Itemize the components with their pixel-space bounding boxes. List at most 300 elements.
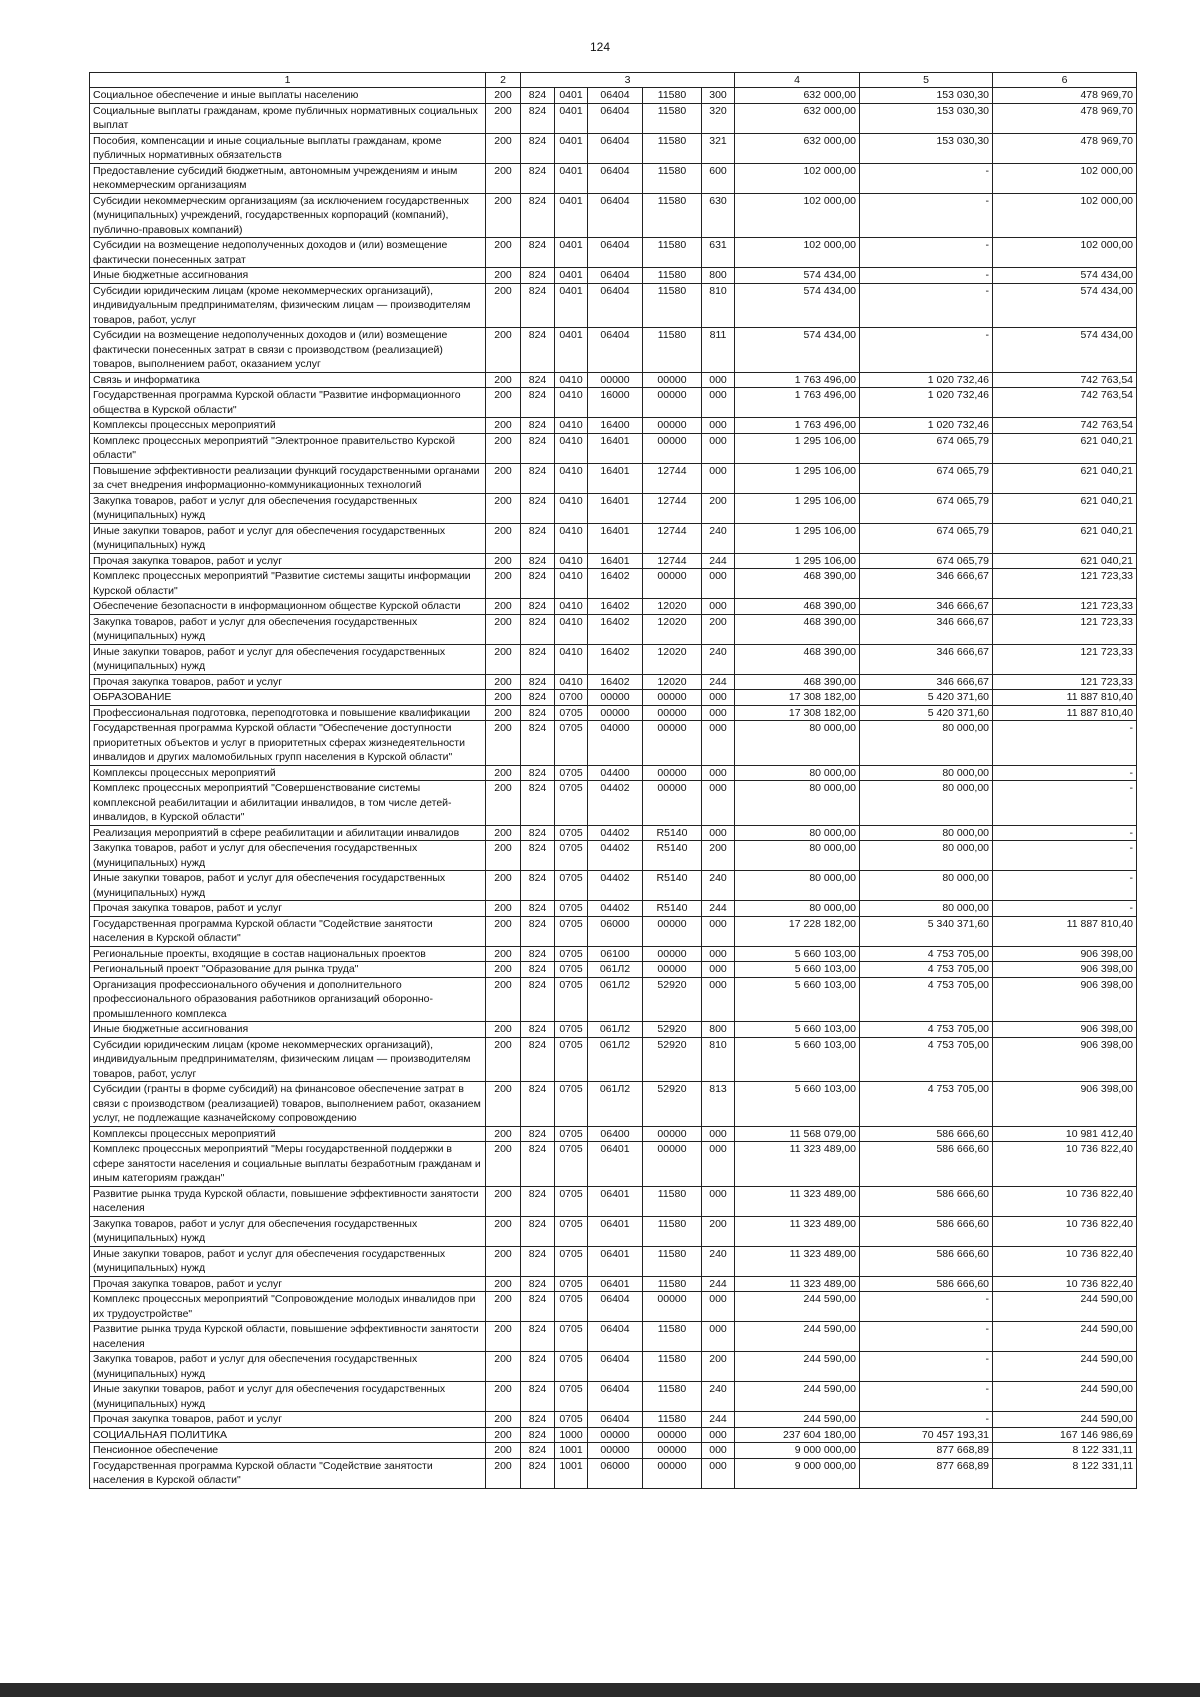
row-code-ministry: 824 <box>521 238 555 268</box>
row-code-program: 06404 <box>588 283 643 328</box>
row-code-ministry: 824 <box>521 163 555 193</box>
row-name: Прочая закупка товаров, работ и услуг <box>90 553 486 569</box>
row-code-expense-type: 244 <box>702 901 735 917</box>
row-code-admin: 200 <box>486 103 521 133</box>
row-value-remaining: 167 146 986,69 <box>993 1427 1137 1443</box>
row-code-admin: 200 <box>486 644 521 674</box>
row-code-ministry: 824 <box>521 977 555 1022</box>
row-code-section: 0705 <box>555 946 588 962</box>
row-code-program: 06404 <box>588 268 643 284</box>
row-value-executed: - <box>860 238 993 268</box>
row-code-admin: 200 <box>486 1022 521 1038</box>
table-row <box>90 328 1137 373</box>
row-value-executed: - <box>860 193 993 238</box>
row-code-section: 0705 <box>555 1382 588 1412</box>
row-code-section: 0410 <box>555 674 588 690</box>
row-value-executed: 4 753 705,00 <box>860 1022 993 1038</box>
row-name: Иные бюджетные ассигнования <box>90 268 486 284</box>
row-value-executed: 674 065,79 <box>860 463 993 493</box>
row-code-section: 0410 <box>555 372 588 388</box>
row-code-admin: 200 <box>486 1126 521 1142</box>
row-value-total: 80 000,00 <box>735 871 860 901</box>
row-code-section: 0705 <box>555 1186 588 1216</box>
table-row <box>90 674 1137 690</box>
row-code-direction: 11580 <box>643 103 702 133</box>
table-row <box>90 193 1137 238</box>
row-code-program: 06400 <box>588 1126 643 1142</box>
table-row <box>90 1382 1137 1412</box>
row-code-program: 06404 <box>588 103 643 133</box>
row-code-admin: 200 <box>486 690 521 706</box>
row-name: Комплекс процессных мероприятий "Электронное правительство Курской области" <box>90 433 486 463</box>
row-code-direction: 00000 <box>643 1427 702 1443</box>
row-code-expense-type: 000 <box>702 463 735 493</box>
row-code-ministry: 824 <box>521 1246 555 1276</box>
row-code-direction: R5140 <box>643 871 702 901</box>
row-code-ministry: 824 <box>521 88 555 104</box>
row-code-admin: 200 <box>486 1412 521 1428</box>
row-code-admin: 200 <box>486 825 521 841</box>
row-code-expense-type: 000 <box>702 1443 735 1459</box>
table-row <box>90 283 1137 328</box>
row-code-expense-type: 000 <box>702 1458 735 1488</box>
table-row <box>90 163 1137 193</box>
row-name: Региональные проекты, входящие в состав национальных проектов <box>90 946 486 962</box>
row-code-direction: 52920 <box>643 1022 702 1038</box>
row-name: Закупка товаров, работ и услуг для обеспечения государственных (муниципальных) нужд <box>90 841 486 871</box>
row-code-ministry: 824 <box>521 1037 555 1082</box>
row-value-total: 5 660 103,00 <box>735 1022 860 1038</box>
row-value-remaining: 8 122 331,11 <box>993 1443 1137 1459</box>
row-code-admin: 200 <box>486 1352 521 1382</box>
row-code-program: 16402 <box>588 569 643 599</box>
row-code-admin: 200 <box>486 372 521 388</box>
table-header <box>90 73 1137 88</box>
row-code-direction: 11580 <box>643 328 702 373</box>
table-row <box>90 388 1137 418</box>
row-code-section: 0410 <box>555 523 588 553</box>
table-row <box>90 1246 1137 1276</box>
row-code-section: 0705 <box>555 916 588 946</box>
row-value-executed: 70 457 193,31 <box>860 1427 993 1443</box>
row-value-executed: 877 668,89 <box>860 1443 993 1459</box>
row-code-admin: 200 <box>486 1427 521 1443</box>
row-code-section: 0410 <box>555 388 588 418</box>
row-code-ministry: 824 <box>521 1216 555 1246</box>
row-code-program: 00000 <box>588 690 643 706</box>
row-code-ministry: 824 <box>521 433 555 463</box>
row-code-section: 0410 <box>555 418 588 434</box>
row-value-executed: - <box>860 1352 993 1382</box>
row-code-program: 16402 <box>588 599 643 615</box>
row-value-total: 1 295 106,00 <box>735 463 860 493</box>
table-row <box>90 553 1137 569</box>
row-value-executed: 4 753 705,00 <box>860 1037 993 1082</box>
row-code-direction: 52920 <box>643 977 702 1022</box>
row-code-direction: 12744 <box>643 493 702 523</box>
row-code-section: 0705 <box>555 962 588 978</box>
row-name: Развитие рынка труда Курской области, повышение эффективности занятости населения <box>90 1322 486 1352</box>
table-row <box>90 493 1137 523</box>
row-code-program: 16402 <box>588 614 643 644</box>
row-code-direction: 11580 <box>643 1216 702 1246</box>
row-code-section: 0705 <box>555 1292 588 1322</box>
row-code-expense-type: 000 <box>702 721 735 766</box>
row-code-admin: 200 <box>486 1458 521 1488</box>
table-row <box>90 1216 1137 1246</box>
row-code-program: 06401 <box>588 1216 643 1246</box>
row-code-direction: 12020 <box>643 599 702 615</box>
row-value-executed: 586 666,60 <box>860 1186 993 1216</box>
table-body <box>90 88 1137 1489</box>
row-code-direction: 12020 <box>643 644 702 674</box>
row-value-remaining: 102 000,00 <box>993 163 1137 193</box>
table-row <box>90 825 1137 841</box>
row-value-executed: 80 000,00 <box>860 721 993 766</box>
row-code-expense-type: 000 <box>702 1292 735 1322</box>
row-code-section: 0705 <box>555 1276 588 1292</box>
row-code-ministry: 824 <box>521 721 555 766</box>
row-code-section: 0410 <box>555 553 588 569</box>
row-code-expense-type: 244 <box>702 553 735 569</box>
row-code-program: 16400 <box>588 418 643 434</box>
row-value-executed: 586 666,60 <box>860 1126 993 1142</box>
row-code-program: 06404 <box>588 238 643 268</box>
row-code-ministry: 824 <box>521 523 555 553</box>
row-code-program: 06404 <box>588 1382 643 1412</box>
row-code-direction: 11580 <box>643 1352 702 1382</box>
row-code-direction: 12744 <box>643 463 702 493</box>
row-name: Прочая закупка товаров, работ и услуг <box>90 901 486 917</box>
header-col-q5: 5 <box>860 73 993 88</box>
row-value-remaining: 906 398,00 <box>993 1037 1137 1082</box>
row-code-ministry: 824 <box>521 1022 555 1038</box>
table-row <box>90 88 1137 104</box>
row-code-expense-type: 813 <box>702 1082 735 1127</box>
row-code-section: 0401 <box>555 238 588 268</box>
row-value-total: 244 590,00 <box>735 1412 860 1428</box>
row-code-expense-type: 240 <box>702 1382 735 1412</box>
row-value-remaining: 742 763,54 <box>993 418 1137 434</box>
row-name: Иные закупки товаров, работ и услуг для обеспечения государственных (муниципальных) нужд <box>90 644 486 674</box>
table-row <box>90 841 1137 871</box>
row-code-ministry: 824 <box>521 372 555 388</box>
row-code-section: 0705 <box>555 871 588 901</box>
row-name: Иные бюджетные ассигнования <box>90 1022 486 1038</box>
row-value-executed: 4 753 705,00 <box>860 1082 993 1127</box>
header-col-q6: 6 <box>993 73 1137 88</box>
row-code-ministry: 824 <box>521 614 555 644</box>
row-code-admin: 200 <box>486 674 521 690</box>
row-code-admin: 200 <box>486 1382 521 1412</box>
row-name: Прочая закупка товаров, работ и услуг <box>90 674 486 690</box>
row-value-remaining: - <box>993 765 1137 781</box>
row-value-total: 632 000,00 <box>735 103 860 133</box>
row-code-ministry: 824 <box>521 1186 555 1216</box>
row-code-section: 0705 <box>555 1216 588 1246</box>
row-name: Комплекс процессных мероприятий "Меры государственной поддержки в сфере занятости населения и социальные выплаты безработным гражданам и иным категориям граждан" <box>90 1142 486 1187</box>
row-value-remaining: 102 000,00 <box>993 238 1137 268</box>
row-code-admin: 200 <box>486 1082 521 1127</box>
row-value-remaining: 906 398,00 <box>993 962 1137 978</box>
row-code-ministry: 824 <box>521 1352 555 1382</box>
table-row <box>90 1322 1137 1352</box>
row-value-remaining: 121 723,33 <box>993 644 1137 674</box>
row-code-section: 0705 <box>555 1322 588 1352</box>
row-code-expense-type: 000 <box>702 1186 735 1216</box>
row-name: Комплекс процессных мероприятий "Развитие системы защиты информации Курской области" <box>90 569 486 599</box>
row-code-ministry: 824 <box>521 901 555 917</box>
row-code-program: 06404 <box>588 88 643 104</box>
row-name: Связь и информатика <box>90 372 486 388</box>
row-value-total: 244 590,00 <box>735 1352 860 1382</box>
row-code-ministry: 824 <box>521 388 555 418</box>
row-code-direction: 00000 <box>643 1126 702 1142</box>
row-code-expense-type: 244 <box>702 1276 735 1292</box>
row-code-direction: 12020 <box>643 614 702 644</box>
row-code-program: 00000 <box>588 1427 643 1443</box>
row-name: Обеспечение безопасности в информационном обществе Курской области <box>90 599 486 615</box>
row-code-direction: 00000 <box>643 916 702 946</box>
row-code-admin: 200 <box>486 1276 521 1292</box>
row-code-admin: 200 <box>486 493 521 523</box>
row-code-expense-type: 000 <box>702 946 735 962</box>
row-value-total: 11 323 489,00 <box>735 1276 860 1292</box>
row-code-direction: 11580 <box>643 1412 702 1428</box>
row-code-ministry: 824 <box>521 1382 555 1412</box>
row-code-admin: 200 <box>486 721 521 766</box>
row-code-expense-type: 240 <box>702 1246 735 1276</box>
row-value-total: 5 660 103,00 <box>735 977 860 1022</box>
row-code-program: 16402 <box>588 644 643 674</box>
row-code-ministry: 824 <box>521 1292 555 1322</box>
row-value-total: 80 000,00 <box>735 901 860 917</box>
row-value-remaining: 574 434,00 <box>993 328 1137 373</box>
row-code-expense-type: 000 <box>702 599 735 615</box>
row-value-total: 17 308 182,00 <box>735 705 860 721</box>
row-code-direction: R5140 <box>643 825 702 841</box>
row-code-ministry: 824 <box>521 690 555 706</box>
row-code-program: 04402 <box>588 781 643 826</box>
table-row <box>90 644 1137 674</box>
row-value-total: 468 390,00 <box>735 674 860 690</box>
row-code-program: 06401 <box>588 1276 643 1292</box>
row-value-remaining: 10 736 822,40 <box>993 1276 1137 1292</box>
table-row <box>90 977 1137 1022</box>
row-code-admin: 200 <box>486 268 521 284</box>
row-value-total: 574 434,00 <box>735 328 860 373</box>
row-value-executed: 5 420 371,60 <box>860 705 993 721</box>
row-value-executed: - <box>860 1292 993 1322</box>
row-code-ministry: 824 <box>521 463 555 493</box>
table-row <box>90 1186 1137 1216</box>
row-code-program: 06404 <box>588 193 643 238</box>
row-name: Пособия, компенсации и иные социальные выплаты гражданам, кроме публичных нормативных обязательств <box>90 133 486 163</box>
row-code-expense-type: 300 <box>702 88 735 104</box>
row-code-expense-type: 200 <box>702 841 735 871</box>
row-value-total: 102 000,00 <box>735 193 860 238</box>
row-code-expense-type: 800 <box>702 1022 735 1038</box>
row-value-total: 468 390,00 <box>735 599 860 615</box>
row-value-total: 5 660 103,00 <box>735 946 860 962</box>
row-value-remaining: 244 590,00 <box>993 1322 1137 1352</box>
row-value-total: 17 228 182,00 <box>735 916 860 946</box>
row-value-executed: 586 666,60 <box>860 1276 993 1292</box>
row-code-section: 0705 <box>555 901 588 917</box>
row-code-ministry: 824 <box>521 1142 555 1187</box>
row-code-section: 0410 <box>555 599 588 615</box>
row-code-ministry: 824 <box>521 916 555 946</box>
row-value-total: 80 000,00 <box>735 765 860 781</box>
row-value-total: 102 000,00 <box>735 163 860 193</box>
table-row <box>90 463 1137 493</box>
row-code-expense-type: 000 <box>702 1322 735 1352</box>
row-value-total: 244 590,00 <box>735 1382 860 1412</box>
table-row <box>90 433 1137 463</box>
row-code-admin: 200 <box>486 418 521 434</box>
row-value-executed: 153 030,30 <box>860 103 993 133</box>
row-code-section: 0401 <box>555 88 588 104</box>
row-code-program: 04400 <box>588 765 643 781</box>
table-row <box>90 765 1137 781</box>
row-code-ministry: 824 <box>521 1276 555 1292</box>
row-code-program: 16401 <box>588 433 643 463</box>
table-row <box>90 705 1137 721</box>
table-row <box>90 599 1137 615</box>
row-code-section: 0705 <box>555 1142 588 1187</box>
row-value-remaining: 742 763,54 <box>993 388 1137 418</box>
row-code-direction: R5140 <box>643 841 702 871</box>
row-value-executed: - <box>860 1382 993 1412</box>
row-value-executed: 80 000,00 <box>860 871 993 901</box>
row-value-executed: - <box>860 1412 993 1428</box>
row-code-direction: 00000 <box>643 690 702 706</box>
row-name: Субсидии юридическим лицам (кроме некоммерческих организаций), индивидуальным предпринимателям, физическим лицам — производителям товаров, работ, услуг <box>90 1037 486 1082</box>
row-code-expense-type: 000 <box>702 372 735 388</box>
row-code-ministry: 824 <box>521 871 555 901</box>
table-row <box>90 418 1137 434</box>
row-value-remaining: 11 887 810,40 <box>993 690 1137 706</box>
row-code-ministry: 824 <box>521 825 555 841</box>
row-value-executed: 4 753 705,00 <box>860 977 993 1022</box>
row-code-direction: 11580 <box>643 1186 702 1216</box>
row-value-executed: 586 666,60 <box>860 1216 993 1246</box>
row-name: Иные закупки товаров, работ и услуг для обеспечения государственных (муниципальных) нужд <box>90 1246 486 1276</box>
row-value-total: 1 763 496,00 <box>735 388 860 418</box>
row-code-program: 04402 <box>588 901 643 917</box>
row-code-direction: 00000 <box>643 1292 702 1322</box>
row-code-admin: 200 <box>486 569 521 599</box>
row-code-ministry: 824 <box>521 268 555 284</box>
row-value-remaining: 244 590,00 <box>993 1352 1137 1382</box>
row-code-direction: 00000 <box>643 418 702 434</box>
table-row <box>90 962 1137 978</box>
row-code-section: 0410 <box>555 493 588 523</box>
row-value-remaining: 10 736 822,40 <box>993 1216 1137 1246</box>
row-code-ministry: 824 <box>521 133 555 163</box>
row-value-total: 80 000,00 <box>735 825 860 841</box>
row-code-ministry: 824 <box>521 493 555 523</box>
row-value-remaining: 11 887 810,40 <box>993 916 1137 946</box>
row-value-remaining: 621 040,21 <box>993 553 1137 569</box>
row-value-total: 468 390,00 <box>735 569 860 599</box>
row-code-ministry: 824 <box>521 1322 555 1352</box>
row-name: Иные закупки товаров, работ и услуг для обеспечения государственных (муниципальных) нужд <box>90 523 486 553</box>
row-name: Государственная программа Курской области "Содействие занятости населения в Курской области" <box>90 916 486 946</box>
row-value-total: 244 590,00 <box>735 1292 860 1322</box>
row-value-remaining: 121 723,33 <box>993 569 1137 599</box>
row-value-total: 244 590,00 <box>735 1322 860 1352</box>
row-code-direction: 00000 <box>643 1142 702 1187</box>
row-value-remaining: - <box>993 781 1137 826</box>
row-code-program: 00000 <box>588 1443 643 1459</box>
row-code-expense-type: 811 <box>702 328 735 373</box>
row-value-total: 11 323 489,00 <box>735 1216 860 1246</box>
row-code-direction: 11580 <box>643 193 702 238</box>
row-code-section: 0705 <box>555 705 588 721</box>
row-value-total: 17 308 182,00 <box>735 690 860 706</box>
row-code-program: 16401 <box>588 463 643 493</box>
row-value-remaining: 11 887 810,40 <box>993 705 1137 721</box>
row-code-program: 06401 <box>588 1246 643 1276</box>
row-code-ministry: 824 <box>521 644 555 674</box>
row-value-remaining: 621 040,21 <box>993 523 1137 553</box>
table-row <box>90 916 1137 946</box>
row-code-expense-type: 800 <box>702 268 735 284</box>
row-value-executed: - <box>860 328 993 373</box>
table-row <box>90 133 1137 163</box>
row-value-remaining: 10 981 412,40 <box>993 1126 1137 1142</box>
row-value-total: 632 000,00 <box>735 88 860 104</box>
row-code-direction: 00000 <box>643 388 702 418</box>
row-name: Субсидии на возмещение недополученных доходов и (или) возмещение фактически понесенных затрат <box>90 238 486 268</box>
row-value-remaining: 478 969,70 <box>993 88 1137 104</box>
row-code-program: 06404 <box>588 1292 643 1322</box>
row-code-section: 0410 <box>555 569 588 599</box>
row-value-total: 80 000,00 <box>735 781 860 826</box>
row-code-program: 061Л2 <box>588 1037 643 1082</box>
row-code-direction: 52920 <box>643 1037 702 1082</box>
table-row <box>90 1022 1137 1038</box>
row-value-executed: 877 668,89 <box>860 1458 993 1488</box>
row-value-remaining: - <box>993 841 1137 871</box>
row-value-executed: 80 000,00 <box>860 825 993 841</box>
row-value-remaining: 10 736 822,40 <box>993 1186 1137 1216</box>
row-code-expense-type: 631 <box>702 238 735 268</box>
row-code-section: 0705 <box>555 765 588 781</box>
table-row <box>90 946 1137 962</box>
row-value-total: 574 434,00 <box>735 283 860 328</box>
row-value-executed: 346 666,67 <box>860 614 993 644</box>
row-value-total: 11 568 079,00 <box>735 1126 860 1142</box>
row-value-executed: 80 000,00 <box>860 765 993 781</box>
row-value-executed: 1 020 732,46 <box>860 388 993 418</box>
table-row <box>90 1292 1137 1322</box>
row-code-expense-type: 630 <box>702 193 735 238</box>
row-code-admin: 200 <box>486 1142 521 1187</box>
row-code-admin: 200 <box>486 871 521 901</box>
row-code-ministry: 824 <box>521 103 555 133</box>
row-code-section: 1001 <box>555 1443 588 1459</box>
table-row <box>90 523 1137 553</box>
row-value-executed: 674 065,79 <box>860 433 993 463</box>
row-value-remaining: 906 398,00 <box>993 946 1137 962</box>
row-value-remaining: 121 723,33 <box>993 599 1137 615</box>
row-code-direction: 52920 <box>643 1082 702 1127</box>
table-row <box>90 1427 1137 1443</box>
row-name: Субсидии (гранты в форме субсидий) на финансовое обеспечение затрат в связи с производством (реализацией) товаров, выполнением работ, оказанием услуг, не подлежащие казначейскому сопровождению <box>90 1082 486 1127</box>
row-value-total: 11 323 489,00 <box>735 1246 860 1276</box>
